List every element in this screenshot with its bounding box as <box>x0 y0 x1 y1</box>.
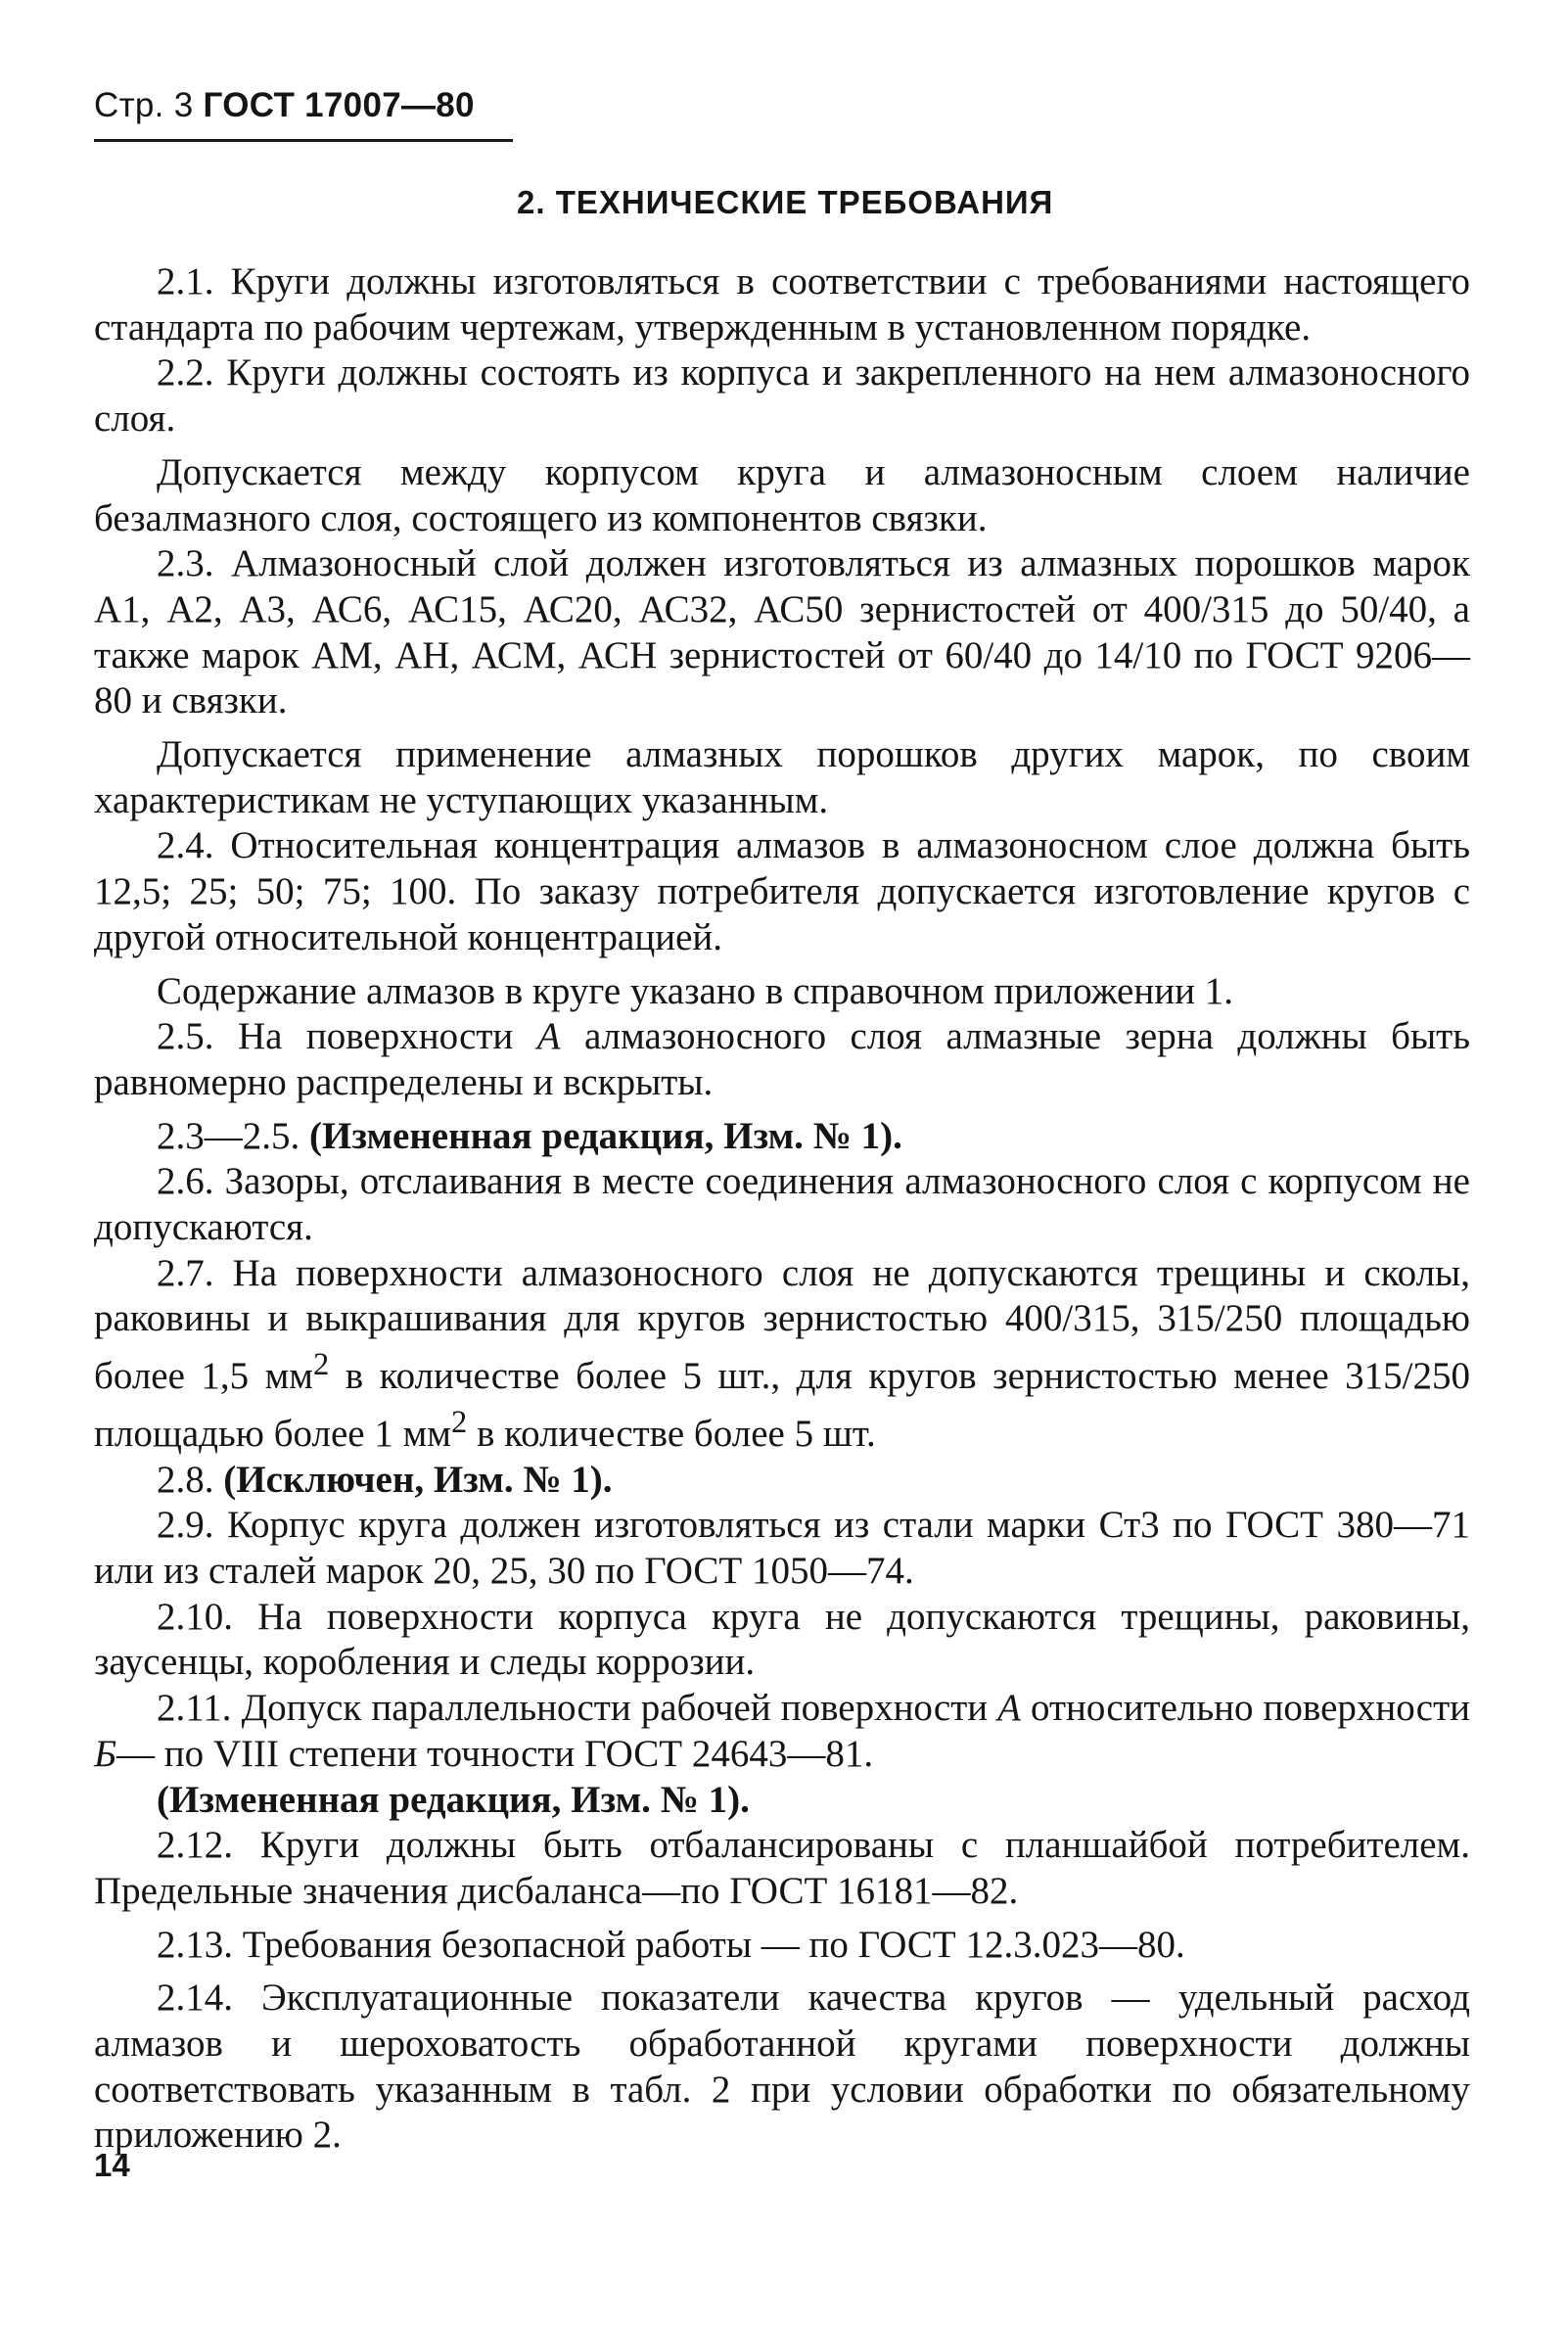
paragraph-2-8-number: 2.8. <box>157 1458 224 1501</box>
section-title: 2. ТЕХНИЧЕСКИЕ ТРЕБОВАНИЯ <box>517 184 1054 220</box>
page-number: 14 <box>94 2147 130 2183</box>
paragraph-2-2-allowance: Допускается между корпусом круга и алмазоносным слоем наличие безалмазного слоя, состоящего из компонентов связки. <box>94 450 1470 539</box>
page-label: Стр. 3 <box>94 86 194 124</box>
body-text <box>94 259 1470 2159</box>
paragraph-2-11-part-1: 2.11. Допуск параллельности рабочей поверхности <box>157 1687 998 1730</box>
paragraph-2-12: 2.12. Круги должны быть отбалансированы с планшайбой потребителем. Предельные значения дисбаланса—по ГОСТ 16181—82. <box>94 1824 1470 1912</box>
surface-letter-a: А <box>997 1687 1021 1730</box>
header-rule <box>94 139 513 142</box>
paragraph-2-11 <box>94 1686 1470 1777</box>
paragraph-2-7-part-1: 2.7. На поверхности алмазоносного слоя не допускаются трещины и сколы, раковины и выкрашивания для кругов зернистостью 400/315, 315/250 площадью более 1,5 мм <box>94 1251 1470 1398</box>
paragraph-2-1: 2.1. Круги должны изготовляться в соответствии с требованиями настоящего стандарта по рабочим чертежам, утвержденным в установленном порядке. <box>94 260 1470 349</box>
paragraph-2-3-allowance: Допускается применение алмазных порошков других марок, по своим характеристикам не уступающих указанным. <box>94 733 1470 821</box>
page-header <box>94 84 1470 127</box>
paragraph-2-5-end: алмазоносного слоя алмазные зерна должны быть равномерно распределены и вскрыты. <box>94 1015 1470 1103</box>
paragraph-2-6: 2.6. Зазоры, отслаивания в месте соединения алмазоносного слоя с корпусом не допускаются. <box>94 1160 1470 1249</box>
amendment-range: 2.3—2.5. <box>157 1114 309 1157</box>
paragraph-2-11-part-3: — по VIII степени точности ГОСТ 24643—81. <box>116 1732 874 1775</box>
paragraph-2-3: 2.3. Алмазоносный слой должен изготовляться из алмазных порошков марок А1, А2, А3, АС6, АС15, АС20, АС32, АС50 зернистостей от 400/315 до 50/40, а также марок АМ, АН, АСМ, АСН зернистостей от 60/40 до 14/10 по ГОСТ 9206—80 и связки. <box>94 542 1470 722</box>
paragraph-2-14: 2.14. Эксплуатационные показатели качества кругов — удельный расход алмазов и шероховатость обработанной кругами поверхности должны соответствовать указанным в табл. 2 при условии обработки по обязательному приложению 2. <box>94 1977 1470 2157</box>
paragraph-2-7-part-3: в количестве более 5 шт. <box>467 1412 876 1455</box>
paragraph-2-13: 2.13. Требования безопасной работы — по ГОСТ 12.3.023—80. <box>157 1923 1185 1966</box>
paragraph-2-8-note: (Исключен, Изм. № 1). <box>223 1458 613 1501</box>
document-page <box>94 84 1470 2159</box>
paragraph-2-5-start: 2.5. На поверхности <box>157 1015 537 1058</box>
paragraph-2-8 <box>94 1458 1470 1504</box>
paragraph-2-11-part-2: относительно поверхности <box>1020 1687 1470 1730</box>
amendment-note: (Измененная редакция, Изм. № 1). <box>309 1114 902 1157</box>
paragraph-2-9: 2.9. Корпус круга должен изготовляться из стали марки Ст3 по ГОСТ 380—71 или из сталей марок 20, 25, 30 по ГОСТ 1050—74. <box>94 1504 1470 1592</box>
superscript-2: 2 <box>450 1404 468 1440</box>
standard-number: ГОСТ 17007—80 <box>203 86 475 124</box>
paragraph-2-7-part-2: в количестве более 5 шт., для кругов зернистостью менее 315/250 площадью более 1 мм <box>94 1355 1470 1455</box>
paragraph-2-5 <box>94 1014 1470 1105</box>
surface-letter-a: А <box>536 1015 561 1058</box>
paragraph-2-10: 2.10. На поверхности корпуса круга не допускаются трещины, раковины, заусенцы, коробления и следы коррозии. <box>94 1595 1470 1684</box>
surface-letter-b: Б <box>94 1732 117 1775</box>
superscript-2: 2 <box>312 1347 330 1383</box>
paragraph-2-4-content: Содержание алмазов в круге указано в справочном приложении 1. <box>157 969 1233 1012</box>
paragraph-2-3-2-5-amendment <box>94 1114 1470 1160</box>
paragraph-2-7 <box>94 1251 1470 1458</box>
paragraph-2-11-amendment: (Измененная редакция, Изм. № 1). <box>157 1778 750 1821</box>
paragraph-2-4: 2.4. Относительная концентрация алмазов в алмазоносном слое должна быть 12,5; 25; 50; 75; 100. По заказу потребителя допускается изготовление кругов с другой относительной концентрацией. <box>94 824 1470 958</box>
paragraph-2-2: 2.2. Круги должны состоять из корпуса и закрепленного на нем алмазоносного слоя. <box>94 351 1470 441</box>
